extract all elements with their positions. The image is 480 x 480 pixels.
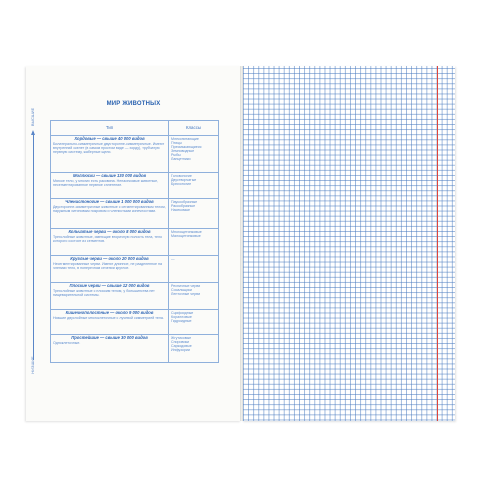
row-type-title: Членистоногие — свыше 1 000 000 видов <box>65 199 154 204</box>
row-description: Билатерально-симметричные двусторонне-симметричные. Имеют внутренний скелет (в самом простом виде — хорду), трубчатую нервную систему, жаберные щели. <box>53 141 165 154</box>
class-item: Ресничные черви <box>171 284 201 288</box>
table-row <box>51 256 219 283</box>
row-type-title: Моллюски — свыше 130 000 видов <box>72 173 147 178</box>
class-item: Споровики <box>171 340 190 345</box>
class-item: Земноводные <box>171 149 195 154</box>
row-description: Трехслойные животные с плоским телом, у большинства нет пищеварительной системы. <box>53 288 155 297</box>
class-item: Ракообразные <box>171 204 196 209</box>
class-item: Саркодовые <box>171 344 192 349</box>
class-item: Коралловые <box>171 315 192 320</box>
row-description: Одноклеточные. <box>53 340 81 345</box>
row-type-title: Кишечнополостные — около 9 000 видов <box>65 310 154 315</box>
row-description: Трехслойные животные, имеющие вторичную полость тела, тело которого состоит из сегментов. <box>53 234 163 243</box>
table-row <box>51 229 219 256</box>
right-page-grid <box>242 66 455 421</box>
spine-gutter <box>240 66 243 421</box>
class-item: Многощетинковые <box>171 230 202 234</box>
table-header-row <box>51 121 219 136</box>
table-row <box>51 310 219 335</box>
row-type-title: Простейшие — свыше 30 000 видов <box>71 335 148 340</box>
class-item: Гидроидные <box>171 319 192 324</box>
class-item: Ленточные черви <box>171 292 201 297</box>
row-type-title: Плоские черви — свыше 12 000 видов <box>69 283 150 288</box>
row-type-title: Кольчатые черви — около 8 000 видов <box>68 229 151 234</box>
class-item: Рыбы <box>171 153 181 158</box>
class-item: Паукообразные <box>171 200 198 204</box>
class-item: Сцифоидные <box>171 311 194 315</box>
class-item: — <box>171 257 175 261</box>
row-type-title: Круглые черви — около 20 000 видов <box>70 256 149 261</box>
class-item: Ланцетники <box>171 157 191 162</box>
class-item: Малощетинковые <box>171 234 201 239</box>
row-description: Низшие двуслойные многоклеточные с лучевой симметрией тела. <box>53 315 164 320</box>
class-item: Брюхоногие <box>171 182 192 187</box>
table-row <box>51 199 219 229</box>
table-row <box>51 335 219 363</box>
class-item: Двустворчатые <box>171 178 197 183</box>
table-row <box>51 283 219 310</box>
class-item: Сосальщики <box>171 288 192 293</box>
red-margin-line <box>437 66 438 421</box>
row-description: Несегментированные черви. Имеют длинное, не разделенное на членики тело, в поперечном сечении круглое. <box>53 261 163 270</box>
animals-table <box>50 120 219 363</box>
class-item: Головоногие <box>171 174 192 178</box>
header-classes: Классы <box>169 121 219 136</box>
evolution-axis <box>33 132 34 360</box>
class-item: Пресмыкающиеся <box>171 145 202 150</box>
class-item: Млекопитающие <box>171 137 199 141</box>
table-row <box>51 136 219 173</box>
class-item: Насекомые <box>171 208 191 213</box>
row-type-title: Хордовые — свыше 40 000 видов <box>74 136 145 141</box>
row-description: Мягкое тело, у многих есть раковина. Ненасекомые животные, несегментированное нервное сплетение. <box>53 178 159 187</box>
axis-label-top: ВЫСШИЕ <box>30 107 35 127</box>
axis-label-bottom: НИЗШИЕ <box>30 356 35 374</box>
class-item: Жгутиковые <box>171 336 192 340</box>
page-title: МИР ЖИВОТНЫХ <box>106 101 161 107</box>
table-row <box>51 173 219 199</box>
class-item: Птицы <box>171 141 182 146</box>
header-type: Тип <box>51 121 169 136</box>
class-item: Инфузории <box>171 348 190 353</box>
row-description: Двусторонне-симметричные животные с сегментированным телом, наружным хитиновым покровом и членистыми конечностями. <box>53 204 166 213</box>
